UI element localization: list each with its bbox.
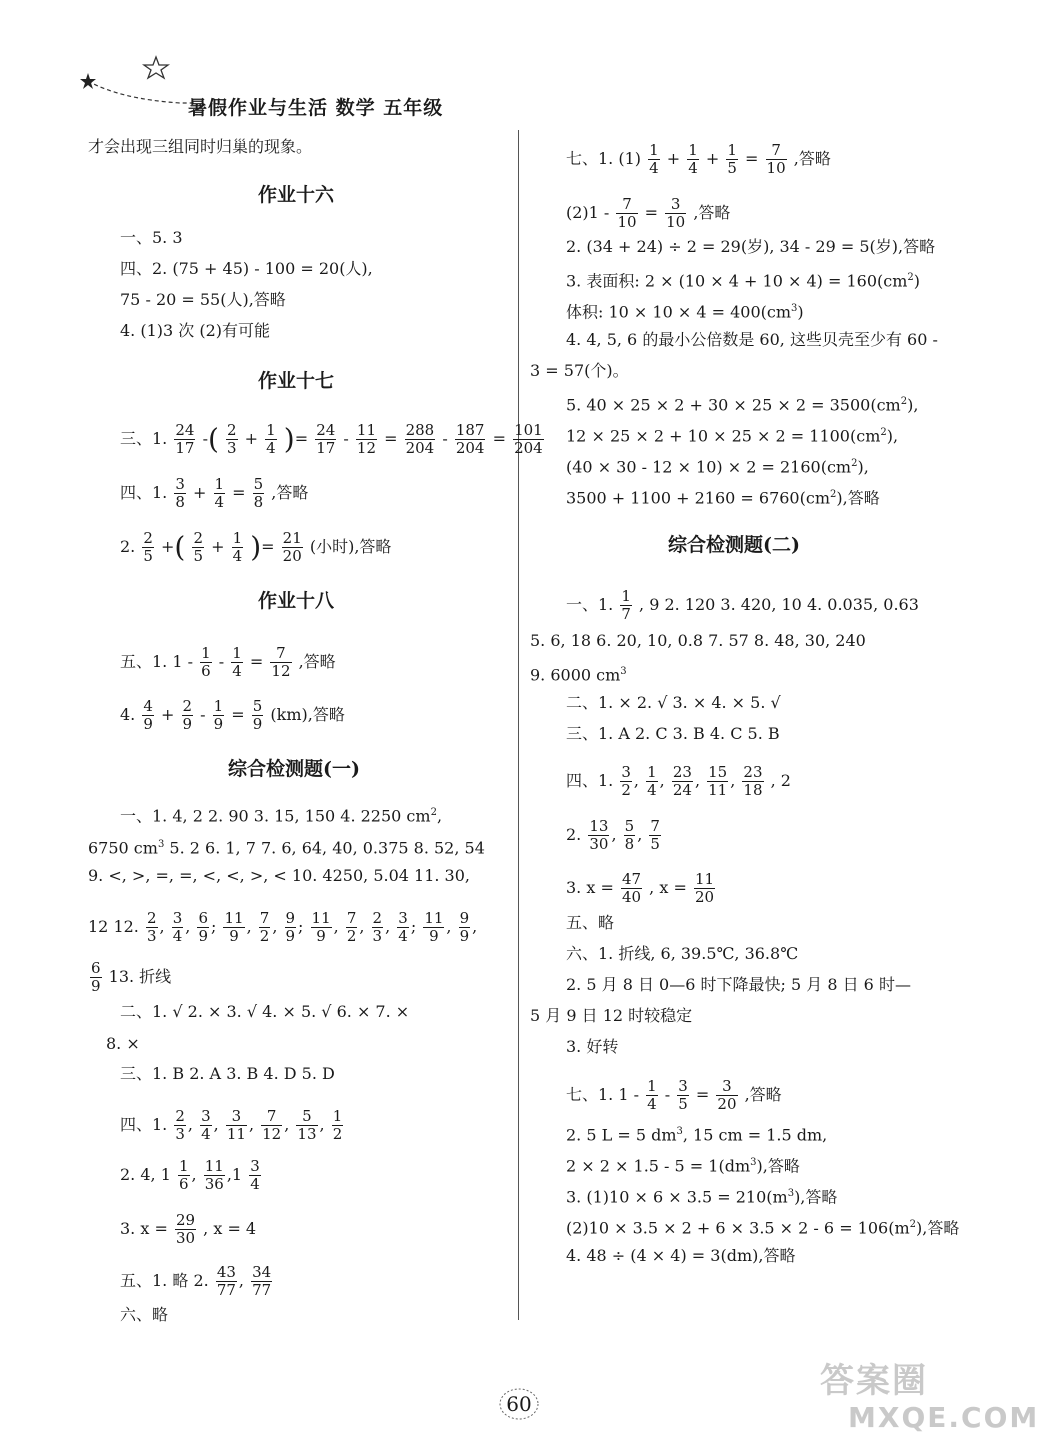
answer-line: 9. <, >, =, =, <, <, >, < 10. 4250, 5.04 11. 30, xyxy=(88,866,470,885)
answer-line: 4. 48 ÷ (4 × 4) = 3(dm),答略 xyxy=(566,1246,796,1265)
column-divider xyxy=(518,130,519,1320)
answer-line: 75 - 20 = 55(人),答略 xyxy=(120,290,286,309)
answer-line: 2. 5 L = 5 $dm^3$, 15 cm = 1.5 dm, xyxy=(566,1125,828,1145)
answer-line: (2)1 - $\frac{7}{10}$ = $\frac{3}{10}$ ,答略 xyxy=(566,195,731,231)
answer-line: 5. 6, 18 6. 20, 10, 0.8 7. 57 8. 48, 30, 240 xyxy=(530,631,866,650)
answer-line: 3. x = $\frac{47}{40}$ , x = $\frac{11}{20}$ xyxy=(566,870,715,906)
answer-line: 四、1. $\frac{3}{2}$ , $\frac{1}{4}$ , $\frac{23}{24}$ , $\frac{15}{11}$ , $\frac{23}{18}$ , 2 xyxy=(566,763,791,799)
answer-line: 9. 6000 $cm^3$ xyxy=(530,665,627,685)
answer-line: 6750 $cm^3$ 5. 2 6. 1, 7 7. 6, 64, 40, 0.375 8. 52, 54 xyxy=(88,838,485,858)
answer-line: 四、1. $\frac{2}{3}$ , $\frac{3}{4}$ , $\frac{3}{11}$ , $\frac{7}{12}$ , $\frac{5}{13}$ , $\frac{1}{2}$ xyxy=(120,1107,343,1143)
heading-assignment-18: 作业十八 xyxy=(258,590,335,612)
answer-line: 8. × xyxy=(106,1034,140,1053)
watermark xyxy=(820,1353,1039,1443)
answer-line: 三、1. $\frac{24}{17}$ -( $\frac{2}{3}$ + $\frac{1}{4}$ )= $\frac{24}{17}$ - $\frac{11}{12}$ = $\frac{288}{204}$ - $\frac{187}{204}$ = $\frac{101}{204}$ xyxy=(120,421,543,457)
answer-line: 4. $\frac{4}{9}$ + $\frac{2}{9}$ - $\frac{1}{9}$ = $\frac{5}{9}$ (km),答略 xyxy=(120,697,345,733)
answer-line: 六、略 xyxy=(120,1305,169,1324)
answer-line: 一、1. 4, 2 2. 90 3. 15, 150 4. 2250 $cm^2$, xyxy=(120,806,443,826)
answer-line: 七、1. 1 - $\frac{1}{4}$ - $\frac{3}{5}$ = $\frac{3}{20}$ ,答略 xyxy=(566,1077,782,1113)
answer-line: 3 = 57(个)。 xyxy=(530,361,629,380)
answer-line: 12 12. $\frac{2}{3}$ , $\frac{3}{4}$ , $\frac{6}{9}$ ; $\frac{11}{9}$ , $\frac{7}{2}$ , $\frac{9}{9}$ ; $\frac{11}{9}$ , $\frac{7}{2}$ , $\frac{2}{3}$ , $\frac{3}{4}$ ; $\frac{11}{9}$ , $\frac{9}{9}$ , xyxy=(88,909,478,945)
header-title: 暑假作业与生活 数学 五年级 xyxy=(188,97,444,119)
page-number: 60 xyxy=(497,1386,541,1422)
answer-line: 体积: $10 \times 10 \times 4 = 400(cm^3)$ xyxy=(566,302,804,322)
answer-line: 五、略 xyxy=(566,913,615,932)
answer-line: 5 月 9 日 12 时较稳定 xyxy=(530,1006,693,1025)
answer-line: 二、1. √ 2. × 3. √ 4. × 5. √ 6. × 7. × xyxy=(120,1002,410,1021)
answer-line: 3. x = $\frac{29}{30}$ , x = 4 xyxy=(120,1211,257,1247)
intro-text: 才会出现三组同时归巢的现象。 xyxy=(88,137,313,156)
heading-assignment-17: 作业十七 xyxy=(258,370,335,392)
answer-line: 2. $\frac{2}{5}$ +( $\frac{2}{5}$ + $\frac{1}{4}$ )= $\frac{21}{20}$ (小时),答略 xyxy=(120,529,392,565)
answer-line: 2. (34 + 24) ÷ 2 = 29(岁), 34 - 29 = 5(岁),答略 xyxy=(566,237,936,256)
watermark-text: 答案圈 xyxy=(820,1361,928,1401)
answer-line: 2. $\frac{13}{30}$ , $\frac{5}{8}$ , $\frac{7}{5}$ xyxy=(566,817,660,853)
answer-line: 3. 好转 xyxy=(566,1037,619,1056)
answer-line: 三、1. B 2. A 3. B 4. D 5. D xyxy=(120,1064,335,1083)
answer-line: 4. (1)3 次 (2)有可能 xyxy=(120,321,271,340)
answer-line: 二、1. × 2. √ 3. × 4. × 5. √ xyxy=(566,693,781,712)
watermark-url: MXQE.COM xyxy=(848,1401,1039,1434)
answer-line: 四、2. (75 + 45) - 100 = 20(人), xyxy=(120,259,373,278)
answer-line: 5. $40 \times 25 \times 2 + 30 \times 25 \times 2 = 3500(cm^2)$, xyxy=(566,395,919,415)
answer-line: 三、1. A 2. C 3. B 4. C 5. B xyxy=(566,724,780,743)
answer-line: $12 \times 25 \times 2 + 10 \times 25 \times 2 = 1100(cm^2)$, xyxy=(566,426,899,446)
answer-line: 四、1. $\frac{3}{8}$ + $\frac{1}{4}$ = $\frac{5}{8}$ ,答略 xyxy=(120,475,309,511)
answer-line: 五、1. 略 2. $\frac{43}{77}$ , $\frac{34}{77}$ xyxy=(120,1263,272,1299)
answer-line: $2 \times 2 \times 1.5 - 5 = 1(dm^3)$,答略 xyxy=(566,1156,800,1176)
answer-line: $\frac{6}{9}$ 13. 折线 xyxy=(91,959,172,995)
answer-line: $3500 + 1100 + 2160 = 6760(cm^2)$,答略 xyxy=(566,488,880,508)
answer-line: 3. $(1)10 \times 6 \times 3.5 = 210(m^3)$,答略 xyxy=(566,1187,838,1207)
outline-star-icon xyxy=(144,57,168,78)
heading-assignment-16: 作业十六 xyxy=(258,184,335,206)
answer-line: $(40 \times 30 - 12 \times 10) \times 2 = 2160(cm^2)$, xyxy=(566,457,869,477)
answer-line: 一、1. $\frac{1}{7}$ , 9 2. 120 3. 420, 10 4. 0.035, 0.63 xyxy=(566,587,919,623)
answer-line: 五、1. 1 - $\frac{1}{6}$ - $\frac{1}{4}$ = $\frac{7}{12}$ ,答略 xyxy=(120,644,336,680)
answer-line: 2. 4, 1 $\frac{1}{6}$ , $\frac{11}{36}$ ,1 $\frac{3}{4}$ xyxy=(120,1157,260,1193)
answer-line: 一、5. 3 xyxy=(120,228,183,247)
heading-comprehensive-test-2: 综合检测题(二) xyxy=(668,534,800,556)
answer-line: 六、1. 折线, 6, 39.5℃, 36.8℃ xyxy=(566,944,799,963)
answer-line: 七、1. (1) $\frac{1}{4}$ + $\frac{1}{4}$ + $\frac{1}{5}$ = $\frac{7}{10}$ ,答略 xyxy=(566,141,831,177)
page-header xyxy=(80,55,500,119)
answer-line: 3. 表面积: $2 \times (10 \times 4 + 10 \times 4) = 160(cm^2)$ xyxy=(566,271,921,291)
heading-comprehensive-test-1: 综合检测题(一) xyxy=(228,758,360,780)
answer-line: 4. 4, 5, 6 的最小公倍数是 60, 这些贝壳至少有 60 - xyxy=(566,330,938,349)
small-star-icon xyxy=(80,73,96,89)
answer-line: $(2)10 \times 3.5 \times 2 + 6 \times 3.5 \times 2 - 6 = 106(m^2)$,答略 xyxy=(566,1218,960,1238)
answer-line: 2. 5 月 8 日 0—6 时下降最快; 5 月 8 日 6 时— xyxy=(566,975,911,994)
